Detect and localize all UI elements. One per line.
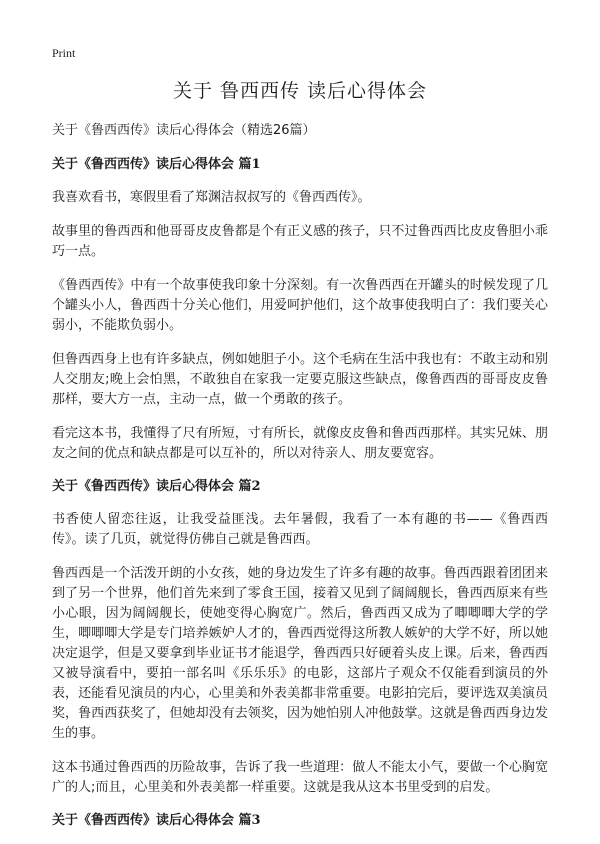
article-subtitle: 关于《鲁西西传》读后心得体会（精选26篇） [52, 123, 316, 138]
paragraph: 故事里的鲁西西和他哥哥皮皮鲁都是个有正义感的孩子，只不过鲁西西比皮皮鲁胆小乖巧一点。 [52, 224, 548, 259]
page-title: 关于 鲁西西传 读后心得体会 [172, 80, 428, 102]
paragraph: 我喜欢看书，寒假里看了郑渊洁叔叔写的《鲁西西传》。 [52, 190, 371, 205]
paragraph: 《鲁西西传》中有一个故事使我印象十分深刻。有一次鲁西西在开罐头的时候发现了几个罐头小人，鲁西西十分关心他们，用爱呵护他们，这个故事使我明白了：我们要关心弱小，不能欺负弱小。 [52, 278, 548, 333]
paragraph: 但鲁西西身上也有许多缺点，例如她胆子小。这个毛病在生活中我也有：不敢主动和别人交朋友;晚上会怕黑，不敢独自在家我一定要克服这些缺点，像鲁西西的哥哥皮皮鲁那样，要大方一点，主动一点，做一个勇敢的孩子。 [52, 352, 548, 407]
paragraph: 这本书通过鲁西西的历险故事，告诉了我一些道理：做人不能太小气，要做一个心胸宽广的人;而且，心里美和外表美都一样重要。这就是我从这本书里受到的启发。 [52, 760, 548, 795]
paragraph: 鲁西西是一个活泼开朗的小女孩，她的身边发生了许多有趣的故事。鲁西西跟着团团来到了另一个世界，他们首先来到了零食王国，接着又见到了阔阔舰长，鲁西西原来有些小心眼，因为阔阔舰长，使她变得心胸宽广。然后，鲁西西又成为了唧唧唧大学的学生，唧唧唧大学是专门培养嫉妒人才的，鲁西西觉得这所教人嫉妒的大学不好，所以她决定退学，但是又要拿到毕业证书才能退学，鲁西西只好硬着头皮上课。后来，鲁西西又被导演看中，要拍一部名叫《乐乐乐》的电影，这部片子观众不仅能看到演员的外表，还能看见演员的内心，心里美和外表美都非常重要。电影拍完后，要评选双美演员奖，鲁西西获奖了，但她却没有去领奖，因为她怕别人冲他鼓掌。这就是鲁西西身边发生的事。 [52, 566, 548, 741]
section-heading-1: 关于《鲁西西传》读后心得体会 篇1 [52, 157, 261, 172]
paragraph: 书香使人留恋往返，让我受益匪浅。去年暑假，我看了一本有趣的书——《鲁西西传》。读了几页，就觉得仿佛自己就是鲁西西。 [52, 512, 548, 547]
print-link[interactable]: Print [52, 46, 76, 60]
paragraph: 看完这本书，我懂得了尺有所短，寸有所长，就像皮皮鲁和鲁西西那样。其实兄妹、朋友之间的优点和缺点都是可以互补的，所以对待亲人、朋友要宽容。 [52, 426, 548, 461]
article-body [52, 122, 548, 844]
section-heading-2: 关于《鲁西西传》读后心得体会 篇2 [52, 479, 261, 494]
section-heading-3: 关于《鲁西西传》读后心得体会 篇3 [52, 813, 261, 828]
